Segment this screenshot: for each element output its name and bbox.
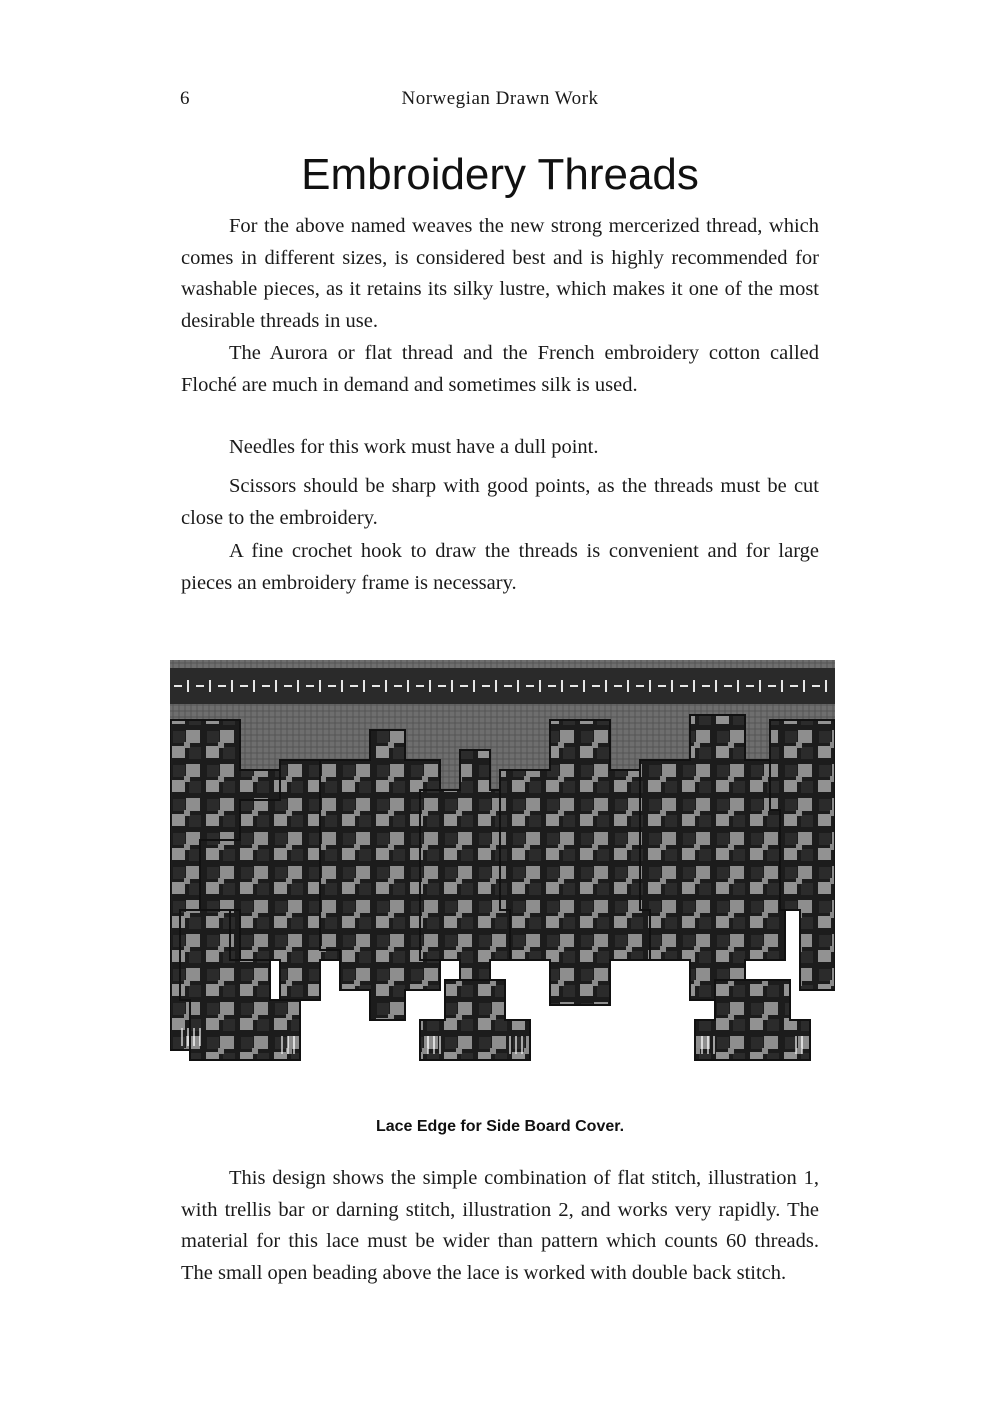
closing-paragraph: This design shows the simple combination of flat stitch, illustration 1, with trellis bar or darning stitch, illustration 2, and works very rapidly. The material for this lace must be wider than pattern which counts 60 threads. The small open beading above the lace is worked with double back stitch. [181, 1167, 819, 1284]
figure-caption: Lace Edge for Side Board Cover. [375, 1118, 625, 1135]
paragraph: For the above named weaves the new strong mercerized thread, which comes in different sizes, is considered best and is highly recommended for washable pieces, as it retains its silky lustre, which makes it one of the most desirable threads in use. [181, 215, 819, 332]
page-number: 6 [180, 88, 190, 109]
section-title: Embroidery Threads [301, 150, 699, 199]
paragraph: The Aurora or flat thread and the French embroidery cotton called Floché are much in demand and sometimes silk is used. [181, 342, 819, 396]
paragraph: Needles for this work must have a dull point. [229, 436, 599, 458]
paragraph: A fine crochet hook to draw the threads is convenient and for large pieces an embroidery frame is necessary. [181, 540, 819, 594]
lace-edge-photo [170, 660, 835, 1068]
lace-edge-illustration [170, 660, 835, 1068]
paragraph: Scissors should be sharp with good points, as the threads must be cut close to the embroidery. [181, 475, 819, 529]
running-head: Norwegian Drawn Work [401, 88, 599, 109]
